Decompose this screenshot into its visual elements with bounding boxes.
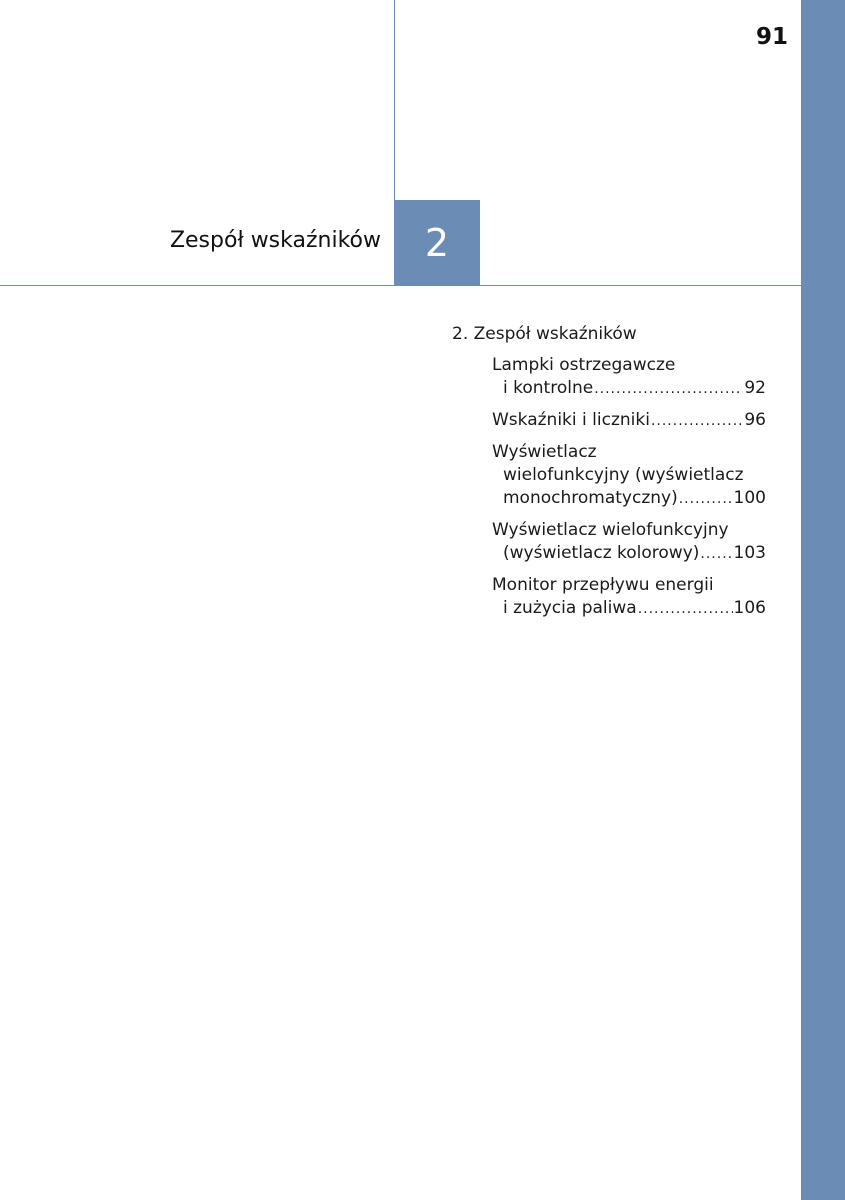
header-vertical-rule xyxy=(394,0,395,200)
table-of-contents xyxy=(452,324,766,629)
toc-entry-page: 106 xyxy=(733,598,766,618)
toc-entry-line: Wyświetlacz xyxy=(492,442,597,462)
chapter-number-box xyxy=(394,200,480,286)
toc-entry-label: i zużycia paliwa xyxy=(503,598,637,618)
toc-entry-page: 103 xyxy=(733,543,766,563)
toc-entry-page: 92 xyxy=(744,378,766,398)
toc-entry-warning-lights[interactable] xyxy=(492,354,766,401)
chapter-title: Zespół wskaźników xyxy=(169,228,381,253)
toc-entry-line: Wyświetlacz wielofunkcyjny xyxy=(492,520,729,540)
toc-entry-energy-monitor[interactable] xyxy=(492,574,766,621)
chapter-number: 2 xyxy=(424,221,450,265)
side-color-band xyxy=(801,0,845,1200)
toc-entry-label: monochromatyczny) xyxy=(503,488,678,508)
toc-leader-dots xyxy=(594,378,743,401)
toc-entry-label: i kontrolne xyxy=(503,378,594,398)
toc-leader-dots xyxy=(638,598,733,621)
toc-leader-dots xyxy=(651,410,743,433)
toc-leader-dots xyxy=(679,488,733,511)
toc-entry-page: 96 xyxy=(744,410,766,430)
toc-entry-line: wielofunkcyjny (wyświetlacz xyxy=(503,465,744,485)
toc-entry-gauges-and-meters[interactable] xyxy=(492,409,766,433)
toc-heading: 2. Zespół wskaźników xyxy=(452,324,637,344)
toc-leader-dots xyxy=(700,543,732,566)
toc-entry-label: (wyświetlacz kolorowy) xyxy=(503,543,700,563)
page-number: 91 xyxy=(755,24,788,50)
toc-entry-line: Monitor przepływu energii xyxy=(492,575,714,595)
toc-entry-page: 100 xyxy=(733,488,766,508)
toc-entry-line: Lampki ostrzegawcze xyxy=(492,355,676,375)
toc-entry-mono-display[interactable] xyxy=(492,441,766,511)
toc-entry-label: Wskaźniki i liczniki xyxy=(492,410,650,430)
toc-entry-color-display[interactable] xyxy=(492,519,766,566)
